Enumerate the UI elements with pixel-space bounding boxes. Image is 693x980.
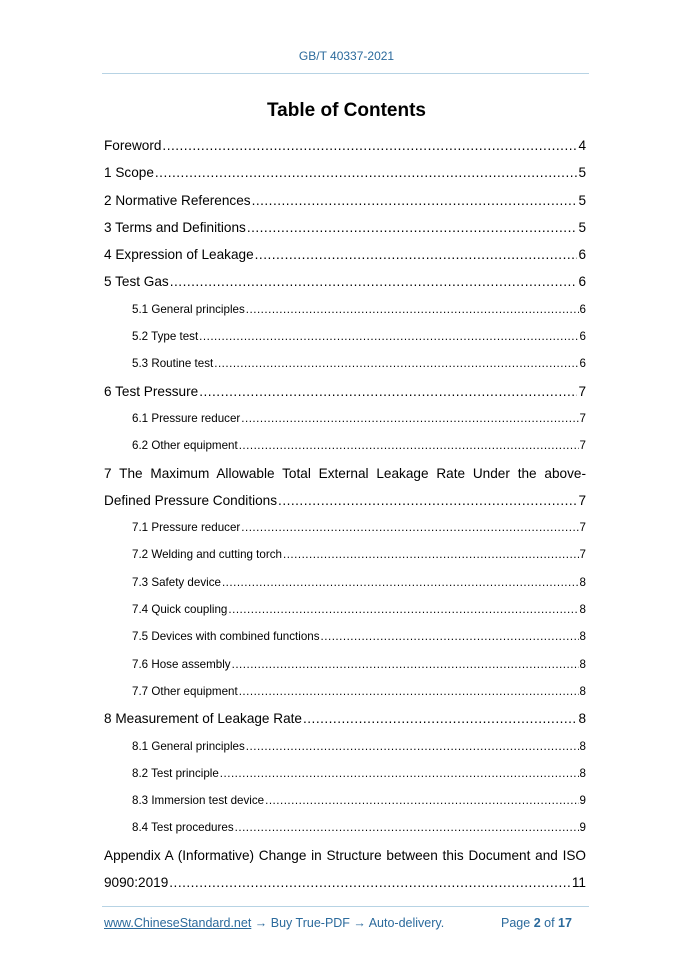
toc-subentry[interactable] (104, 651, 586, 678)
toc-entry[interactable] (104, 268, 586, 295)
toc-page-number: 6 (578, 274, 586, 290)
toc-entry[interactable] (104, 378, 586, 405)
current-page: 2 (533, 916, 541, 930)
toc-leader-dots (255, 241, 578, 268)
footer-tagline: → Buy True-PDF → Auto-delivery. (251, 916, 445, 930)
toc-entry-label: 7.1 Pressure reducer (132, 521, 241, 535)
toc-leader-dots (162, 132, 577, 159)
toc-leader-dots (283, 541, 579, 568)
toc-leader-dots (155, 159, 578, 186)
toc-leader-dots (170, 268, 578, 295)
toc-entry-wrapped-line[interactable]: 7 The Maximum Allowable Total External Leakage Rate Under the above- (104, 465, 586, 481)
toc-page-number: 6 (578, 247, 586, 263)
toc-entry-label: 5 Test Gas (104, 274, 169, 290)
toc-subentry[interactable] (104, 733, 586, 760)
header-divider (102, 73, 589, 74)
toc-page-number: 7 (579, 411, 586, 425)
toc-page-number: 7 (579, 521, 586, 535)
toc-entry-label: 6.1 Pressure reducer (132, 411, 241, 425)
toc-entry-label: Defined Pressure Conditions (104, 492, 278, 508)
toc-subentry[interactable] (104, 623, 586, 650)
toc-entry[interactable] (104, 487, 586, 514)
toc-subentry[interactable] (104, 350, 586, 377)
toc-leader-dots (235, 814, 579, 841)
toc-subentry[interactable] (104, 569, 586, 596)
toc-leader-dots (247, 214, 578, 241)
toc-page-number: 7 (578, 383, 586, 399)
toc-subentry[interactable] (104, 323, 586, 350)
toc-page-number: 9 (579, 821, 586, 835)
toc-entry-label: 8.4 Test procedures (132, 821, 234, 835)
toc-entry-label: 8 Measurement of Leakage Rate (104, 711, 302, 727)
toc-subentry[interactable] (104, 814, 586, 841)
toc-entry-label: 8.3 Immersion test device (132, 794, 265, 808)
toc-subentry[interactable] (104, 541, 586, 568)
toc-leader-dots (303, 705, 577, 732)
toc-entry[interactable] (104, 159, 586, 186)
toc-entry-label: Foreword (104, 138, 162, 153)
toc-page-number: 8 (579, 630, 586, 644)
toc-entry-label: 7.7 Other equipment (132, 684, 238, 698)
toc-leader-dots (246, 296, 579, 323)
toc-page-number: 5 (578, 165, 586, 181)
toc-entry[interactable] (104, 869, 586, 896)
toc-leader-dots (232, 651, 579, 678)
toc-page-number: 9 (579, 794, 586, 808)
toc-entry-label: 1 Scope (104, 165, 154, 181)
toc-leader-dots (321, 623, 579, 650)
toc-page-number: 7 (578, 492, 586, 508)
toc-entry-label: 3 Terms and Definitions (104, 219, 246, 235)
toc-subentry[interactable] (104, 760, 586, 787)
toc-leader-dots (199, 378, 577, 405)
toc-page-number: 8 (579, 575, 586, 589)
toc-entry-label: 5.1 General principles (132, 302, 245, 316)
toc-page-number: 8 (579, 657, 586, 671)
footer-divider (102, 906, 589, 907)
toc-entry-label: 7.3 Safety device (132, 575, 221, 589)
toc-entry-label: 5.3 Routine test (132, 357, 214, 371)
toc-page-number: 4 (578, 138, 586, 153)
toc-entry-label: 7.4 Quick coupling (132, 603, 228, 617)
toc-entry-label: 7.5 Devices with combined functions (132, 630, 320, 644)
total-pages: 17 (558, 916, 572, 930)
toc-leader-dots (214, 350, 578, 377)
toc-entry-label: 7.2 Welding and cutting torch (132, 548, 282, 562)
toc-entry[interactable] (104, 214, 586, 241)
toc-page-number: 6 (579, 302, 586, 316)
toc-entry-label: 8.2 Test principle (132, 766, 219, 780)
toc-leader-dots (222, 569, 579, 596)
toc-entry-label: 8.1 General principles (132, 739, 245, 753)
toc-subentry[interactable] (104, 678, 586, 705)
toc-page-number: 8 (579, 603, 586, 617)
toc-leader-dots (199, 323, 578, 350)
toc-entry[interactable] (104, 132, 586, 159)
toc-entry-label: 7.6 Hose assembly (132, 657, 231, 671)
toc-entry-label: 6 Test Pressure (104, 383, 199, 399)
toc-leader-dots (278, 487, 577, 514)
toc-leader-dots (169, 869, 571, 896)
toc-subentry[interactable] (104, 432, 586, 459)
footer-promo (104, 916, 444, 930)
toc-page-number: 7 (579, 439, 586, 453)
toc-page-number: 6 (579, 357, 586, 371)
toc-leader-dots (228, 596, 578, 623)
toc-leader-dots (239, 678, 579, 705)
toc-leader-dots (246, 733, 579, 760)
page-of: of (544, 916, 555, 930)
toc-leader-dots (252, 187, 578, 214)
toc-page-number: 8 (579, 766, 586, 780)
toc-page-number: 8 (578, 711, 586, 727)
toc-entry[interactable] (104, 187, 586, 214)
toc-page-number: 5 (578, 219, 586, 235)
toc-entry-label: 2 Normative References (104, 192, 251, 208)
toc-entry-label: 9090:2019 (104, 875, 169, 891)
toc-subentry[interactable] (104, 296, 586, 323)
site-link[interactable]: www.ChineseStandard.net (104, 916, 252, 930)
toc-leader-dots (265, 787, 578, 814)
toc-leader-dots (220, 760, 579, 787)
toc-page-number: 8 (579, 684, 586, 698)
toc-leader-dots (241, 405, 578, 432)
table-of-contents (104, 132, 586, 896)
toc-page-number: 6 (579, 330, 586, 344)
toc-subentry[interactable] (104, 514, 586, 541)
toc-entry[interactable] (104, 241, 586, 268)
page-indicator (501, 916, 572, 930)
document-code-header: GB/T 40337-2021 (298, 49, 395, 63)
toc-subentry[interactable] (104, 596, 586, 623)
toc-entry-wrapped-line[interactable]: Appendix A (Informative) Change in Structure between this Document and ISO (104, 847, 586, 863)
toc-page-number: 7 (579, 548, 586, 562)
toc-subentry[interactable] (104, 787, 586, 814)
toc-entry-label: 6.2 Other equipment (132, 439, 238, 453)
toc-page-number: 8 (579, 739, 586, 753)
toc-leader-dots (241, 514, 578, 541)
toc-page-number: 5 (578, 192, 586, 208)
toc-entry-label: 5.2 Type test (132, 330, 199, 344)
toc-entry-label: 4 Expression of Leakage (104, 247, 254, 263)
toc-subentry[interactable] (104, 405, 586, 432)
page-title: Table of Contents (266, 100, 427, 121)
toc-leader-dots (239, 432, 579, 459)
toc-page-number: 11 (571, 875, 586, 891)
toc-entry[interactable] (104, 705, 586, 732)
page-prefix: Page (501, 916, 531, 930)
